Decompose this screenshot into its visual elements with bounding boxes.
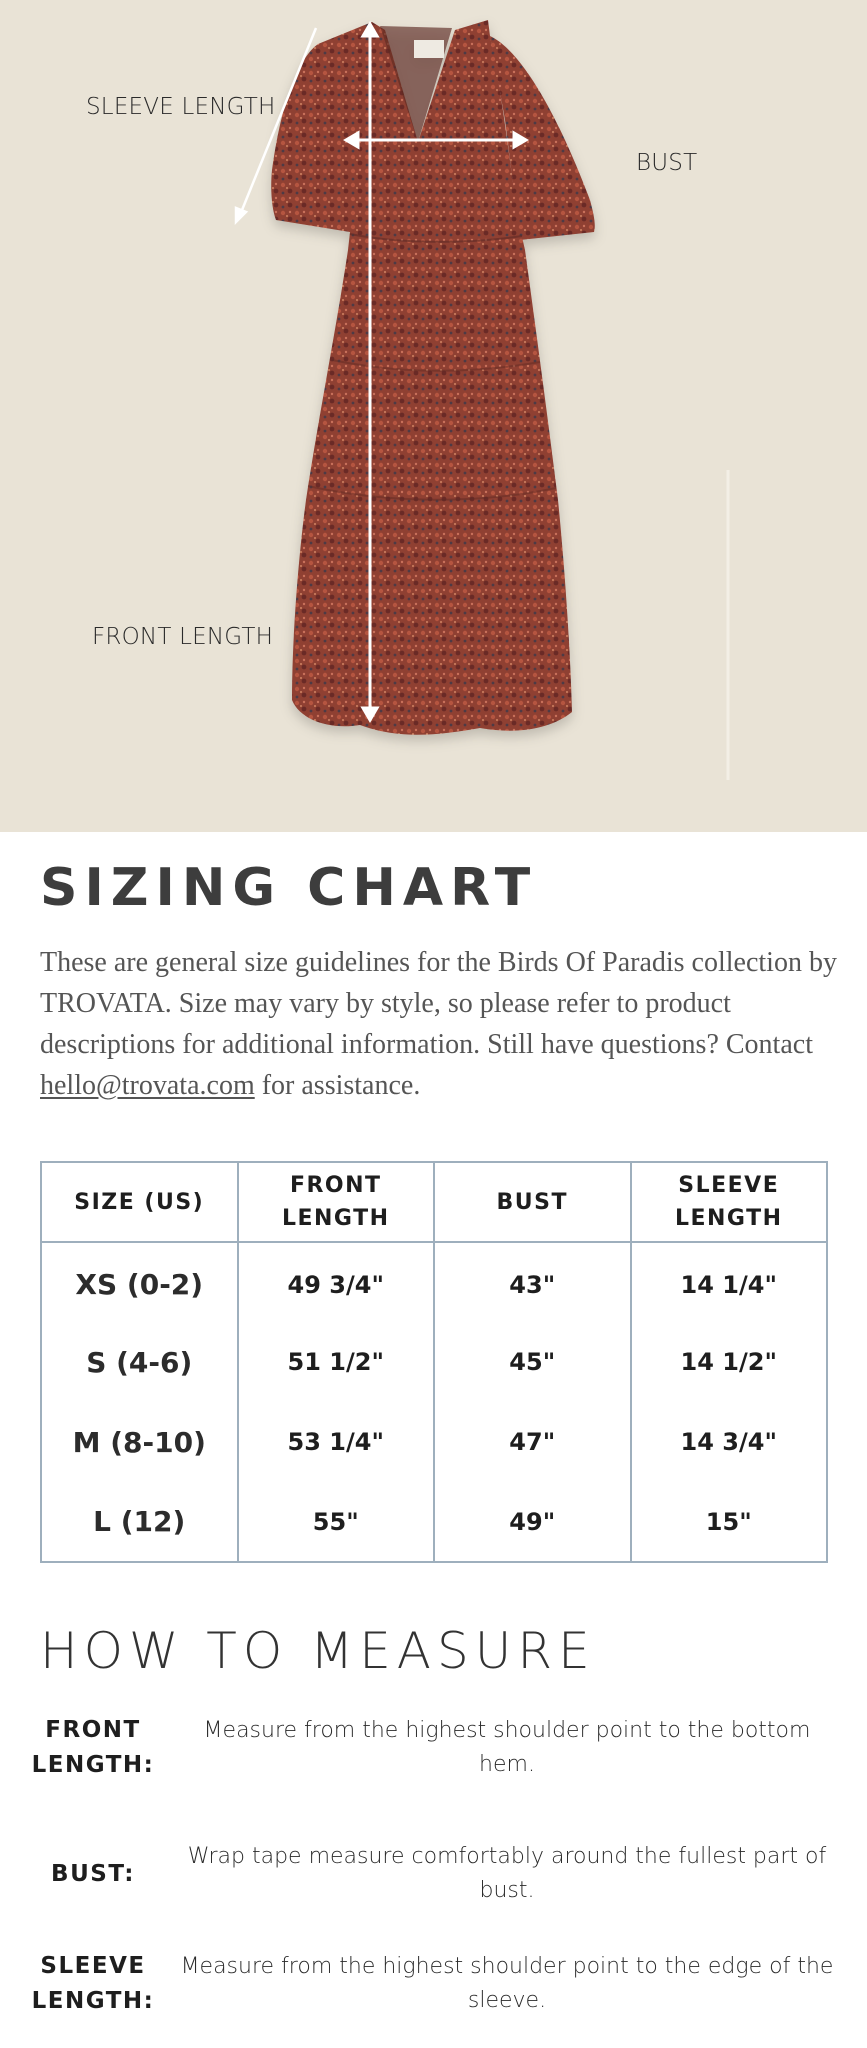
size-cell: M (8-10)	[41, 1402, 238, 1482]
header-size: SIZE (US)	[41, 1162, 238, 1242]
measure-description: Wrap tape measure comfortably around the fullest part of bust.	[187, 1844, 827, 1903]
front-length-cell: 53 1/4"	[238, 1402, 435, 1482]
dress-shape	[271, 20, 595, 735]
how-to-measure-title: HOW TO MEASURE	[40, 1622, 596, 1680]
bust-cell: 45"	[434, 1322, 631, 1402]
contact-email-link[interactable]: hello@trovata.com	[40, 1070, 255, 1101]
sleeve-length-cell: 14 1/2"	[631, 1322, 828, 1402]
bust-cell: 47"	[434, 1402, 631, 1482]
sleeve-length-cell: 15"	[631, 1482, 828, 1562]
front-length-cell: 55"	[238, 1482, 435, 1562]
measure-term: SLEEVE LENGTH:	[31, 1953, 155, 2014]
measure-term: BUST:	[51, 1860, 135, 1887]
intro-text: These are general size guidelines for the Birds Of Paradis collection by TROVATA. Size may vary by style, so please refer to product descriptions for additional information. Still have questions? Contact	[40, 947, 837, 1060]
header-sleeve-length: SLEEVE LENGTH	[631, 1162, 828, 1242]
table-row	[41, 1402, 827, 1482]
table-header-row	[41, 1162, 827, 1242]
measure-item-bust	[30, 1838, 840, 1910]
size-cell: L (12)	[41, 1482, 238, 1562]
front-length-cell: 51 1/2"	[238, 1322, 435, 1402]
table-row	[41, 1482, 827, 1562]
size-table	[40, 1161, 828, 1563]
measure-term: FRONT LENGTH:	[31, 1717, 155, 1778]
table-row	[41, 1242, 827, 1322]
sleeve-length-cell: 14 3/4"	[631, 1402, 828, 1482]
bust-label: BUST	[636, 150, 698, 176]
sizing-intro-paragraph	[40, 942, 840, 1106]
size-cell: S (4-6)	[41, 1322, 238, 1402]
bust-cell: 43"	[434, 1242, 631, 1322]
sleeve-length-label: SLEEVE LENGTH	[86, 94, 276, 120]
intro-suffix: for assistance.	[254, 1070, 421, 1101]
bust-cell: 49"	[434, 1482, 631, 1562]
header-front-length: FRONT LENGTH	[238, 1162, 435, 1242]
dress-measurement-illustration	[0, 0, 867, 832]
sizing-chart-title: SIZING CHART	[40, 858, 538, 918]
front-length-cell: 49 3/4"	[238, 1242, 435, 1322]
front-length-label: FRONT LENGTH	[92, 624, 274, 650]
measure-item-sleeve-length	[30, 1948, 840, 2020]
measure-description: Measure from the highest shoulder point to the bottom hem.	[203, 1718, 811, 1777]
dress-illustration	[0, 0, 867, 832]
header-bust: BUST	[434, 1162, 631, 1242]
measure-description: Measure from the highest shoulder point to the edge of the sleeve.	[180, 1954, 834, 2013]
measure-item-front-length	[30, 1712, 840, 1784]
sleeve-length-cell: 14 1/4"	[631, 1242, 828, 1322]
table-row	[41, 1322, 827, 1402]
size-cell: XS (0-2)	[41, 1242, 238, 1322]
